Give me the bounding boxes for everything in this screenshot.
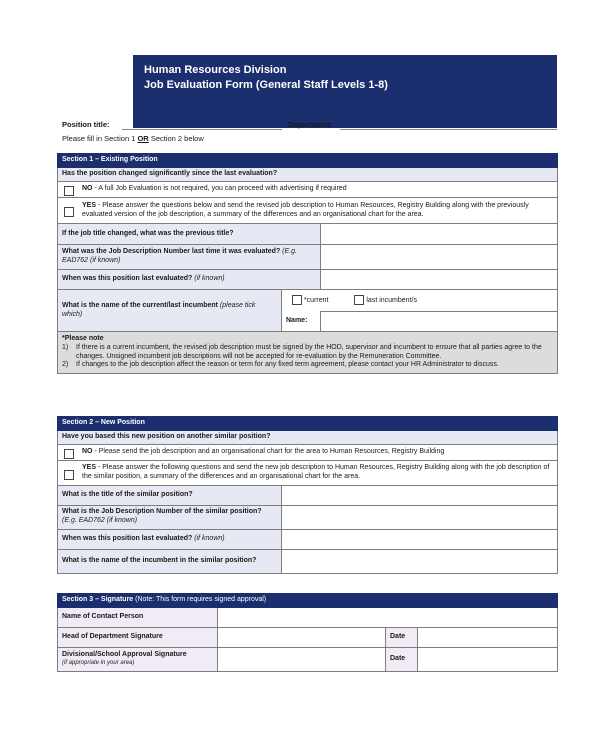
div-date-label: Date (386, 647, 418, 671)
name-label: Name: (282, 312, 321, 332)
q-similar-jd-text: What is the Job Description Number of the similar position? (62, 508, 262, 516)
q-jd-number-label (58, 245, 321, 270)
section3-table (57, 593, 558, 672)
section1-yes-checkbox[interactable] (64, 207, 74, 217)
section1-yes-option (58, 198, 558, 224)
section2-no-label: NO (82, 447, 93, 455)
div-signature-label-cell (58, 647, 218, 671)
section1-table (57, 153, 558, 374)
section1-no-text: - A full Job Evaluation is not required, you can proceed with advertising if required (92, 185, 347, 193)
q-similar-incumbent-label: What is the name of the incumbent in the similar position? (58, 549, 282, 573)
q-similar-title-field[interactable] (282, 485, 558, 505)
section2-title: Section 2 – New Position (58, 417, 558, 431)
section2-no-checkbox[interactable] (64, 449, 74, 459)
div-signature-label: Divisional/School Approval Signature (62, 651, 187, 659)
section1-question: Has the position changed significantly since the last evaluation? (58, 168, 558, 182)
current-checkbox[interactable] (292, 295, 302, 305)
q-last-evaluated-label (58, 270, 321, 290)
section2-yes-text: - Please answer the following questions and send the new job description to Human Resources, Registry Building along with the job description of the similar position, a summary of the differences and an organisational chart for the area. (82, 463, 550, 480)
section2-no-option (58, 444, 558, 460)
q-last-evaluated-field[interactable] (321, 270, 558, 290)
q-jd-number-text: What was the Job Description Number last time it was evaluated? (62, 248, 281, 256)
incumbent-name-field[interactable] (321, 312, 558, 332)
instruction-post: Section 2 below (150, 134, 204, 143)
section3-title-note: (Note: This form requires signed approval) (135, 596, 267, 603)
q-jd-number-example: (E.g. EAD762 (if known) (62, 248, 297, 264)
q-last-evaluated-text: When was this position last evaluated? (62, 275, 193, 283)
note-2-text: If changes to the job description affect the reason or term for any fixed term agreement, please contact your HR Administrator to discuss. (76, 361, 499, 369)
q-incumbent-text: What is the name of the current/last incumbent (62, 301, 218, 309)
q-similar-incumbent-field[interactable] (282, 549, 558, 573)
section1-title: Section 1 – Existing Position (58, 154, 558, 168)
q-similar-last-eval-field[interactable] (282, 529, 558, 549)
department-label: Department: (288, 120, 333, 129)
div-signature-hint: (if appropriate in your area) (62, 659, 135, 666)
q-previous-title-label: If the job title changed, what was the previous title? (58, 224, 321, 245)
section2-yes-label: YES (82, 463, 97, 471)
instruction-or: OR (137, 134, 149, 143)
hod-signature-label: Head of Department Signature (58, 627, 218, 647)
division-title: Human Resources Division (144, 64, 287, 76)
note-2 (62, 361, 553, 370)
position-title-field[interactable] (122, 128, 282, 130)
form-title: Job Evaluation Form (General Staff Levels 1-8) (144, 79, 388, 91)
contact-person-field[interactable] (218, 607, 558, 627)
q-similar-last-eval-label (58, 529, 282, 549)
div-signature-field[interactable] (218, 647, 386, 671)
current-label: *current (303, 297, 329, 305)
instruction-pre: Please fill in Section 1 (62, 134, 136, 143)
section2-table (57, 416, 558, 574)
section1-no-option (58, 182, 558, 198)
q-similar-jd-example: (E.g. EAD762 (if known) (62, 517, 138, 524)
q-last-evaluated-hint: (if known) (194, 275, 225, 283)
div-date-field[interactable] (418, 647, 558, 671)
q-jd-number-field[interactable] (321, 245, 558, 270)
instruction-text (62, 134, 204, 143)
section1-no-label: NO (82, 185, 93, 193)
note-1-text: If there is a current incumbent, the revised job description must be signed by the HOD, supervisor and incumbent to ensure that all parties agree to the changes. Unsigned incumbent job descriptions will not be accepted for re-evaluation by the Remuneration Committee. (76, 343, 542, 360)
hod-signature-field[interactable] (218, 627, 386, 647)
form-header-banner (133, 55, 557, 128)
section1-yes-label: YES (82, 201, 97, 209)
q-incumbent-hint: (please tick which) (62, 301, 256, 318)
section2-yes-checkbox[interactable] (64, 470, 74, 480)
note-2-number: 2) (62, 361, 69, 369)
q-incumbent-label (58, 290, 282, 332)
section3-title-cell (58, 594, 558, 608)
q-similar-last-eval-hint: (if known) (194, 534, 225, 542)
section2-question: Have you based this new position on another similar position? (58, 430, 558, 444)
note-title: *Please note (62, 335, 104, 342)
section1-notes (58, 332, 558, 374)
note-1-number: 1) (62, 343, 69, 351)
hod-date-label: Date (386, 627, 418, 647)
section2-no-text: - Please send the job description and an organisational chart for the area to Human Resources, Registry Building (92, 447, 445, 455)
department-field[interactable] (340, 128, 557, 130)
incumbent-type-row (282, 290, 558, 312)
last-incumbent-label: last incumbent/s (366, 297, 417, 305)
q-similar-last-eval-text: When was this position last evaluated? (62, 534, 193, 542)
section2-yes-option (58, 460, 558, 485)
section3-title: Section 3 – Signature (62, 596, 134, 603)
q-similar-jd-label (58, 505, 282, 529)
position-title-label: Position title: (62, 120, 110, 129)
q-similar-title-label: What is the title of the similar position? (58, 485, 282, 505)
section1-yes-text: - Please answer the questions below and send the revised job description to Human Resources, Registry Building along with the previously evaluated version of the job description, a summary of the differences and an organisational chart for the area. (82, 201, 529, 218)
q-similar-jd-field[interactable] (282, 505, 558, 529)
section1-no-checkbox[interactable] (64, 186, 74, 196)
last-incumbent-checkbox[interactable] (354, 295, 364, 305)
q-previous-title-field[interactable] (321, 224, 558, 245)
contact-person-label: Name of Contact Person (58, 607, 218, 627)
note-1 (62, 344, 553, 362)
hod-date-field[interactable] (418, 627, 558, 647)
